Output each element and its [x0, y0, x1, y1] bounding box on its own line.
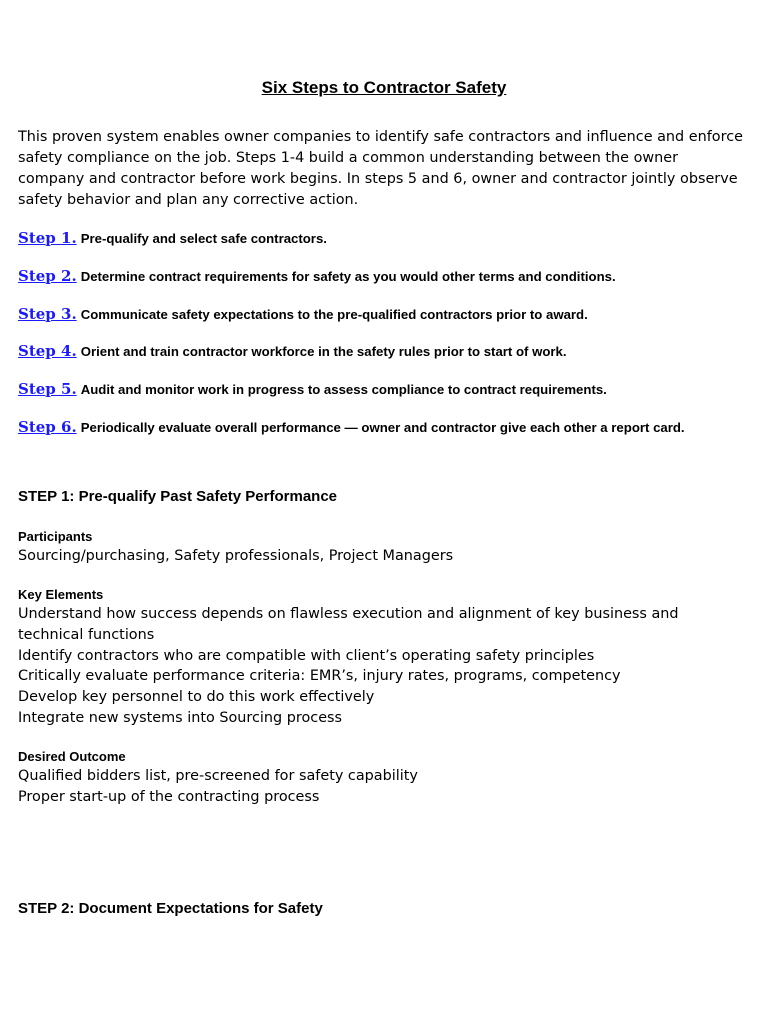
- step2-section-heading: STEP 2: Document Expectations for Safety: [18, 900, 323, 917]
- step-item-3: [18, 303, 758, 341]
- intro-paragraph: This proven system enables owner companies to identify safe contractors and influence and enforce safety compliance on the job. Steps 1-4 build a common understanding between the owner company and contractor before work begins. In steps 5 and 6, owner and contractor jointly observe safety behavior and plan any corrective action.: [18, 129, 743, 208]
- participants-heading: Participants: [18, 529, 93, 544]
- step1-section-heading: STEP 1: Pre-qualify Past Safety Performance: [18, 488, 338, 505]
- desired-outcome-heading: Desired Outcome: [18, 749, 126, 764]
- step-5-text: Audit and monitor work in progress to assess compliance to contract requirements.: [80, 382, 607, 398]
- step-item-1: [18, 227, 758, 265]
- desired-outcome-item: Qualified bidders list, pre-screened for safety capability: [18, 768, 418, 784]
- step-4-link[interactable]: Step 4.: [18, 342, 77, 361]
- steps-list: [18, 227, 758, 454]
- step-2-link[interactable]: Step 2.: [18, 266, 77, 285]
- key-element-item: Identify contractors who are compatible with client’s operating safety principles: [18, 647, 595, 664]
- key-element-item: Critically evaluate performance criteria: EMR’s, injury rates, programs, competency: [18, 668, 621, 685]
- desired-outcome-item: Proper start-up of the contracting process: [18, 788, 320, 805]
- key-element-item: Develop key personnel to do this work effectively: [18, 689, 375, 706]
- step-item-5: [18, 378, 758, 416]
- desired-outcome-list: [18, 766, 718, 808]
- step-item-6: [18, 416, 758, 454]
- step-1-link[interactable]: Step 1.: [18, 229, 77, 247]
- key-elements-heading: Key Elements: [18, 587, 104, 602]
- step-3-link[interactable]: Step 3.: [18, 304, 77, 323]
- step-1-text: Pre-qualify and select safe contractors.: [80, 231, 327, 246]
- step-4-text: Orient and train contractor workforce in the safety rules prior to start of work.: [80, 344, 567, 360]
- step-3-text: Communicate safety expectations to the pre-qualified contractors prior to award.: [80, 306, 588, 322]
- step-item-2: [18, 265, 758, 303]
- document-title: Six Steps to Contractor Safety: [261, 78, 507, 97]
- step-6-link[interactable]: Step 6.: [18, 417, 77, 436]
- step-2-text: Determine contract requirements for safety as you would other terms and conditions.: [80, 268, 616, 284]
- step-item-4: [18, 340, 758, 378]
- key-elements-list: [18, 604, 708, 729]
- participants-text: Sourcing/purchasing, Safety professionals, Project Managers: [18, 548, 454, 564]
- step-5-link[interactable]: Step 5.: [18, 380, 77, 399]
- step-6-text: Periodically evaluate overall performance — owner and contractor give each other a report card.: [80, 419, 685, 435]
- key-element-item: Integrate new systems into Sourcing process: [18, 709, 343, 726]
- key-element-item: Understand how success depends on flawless execution and alignment of key business and technical functions: [18, 606, 679, 643]
